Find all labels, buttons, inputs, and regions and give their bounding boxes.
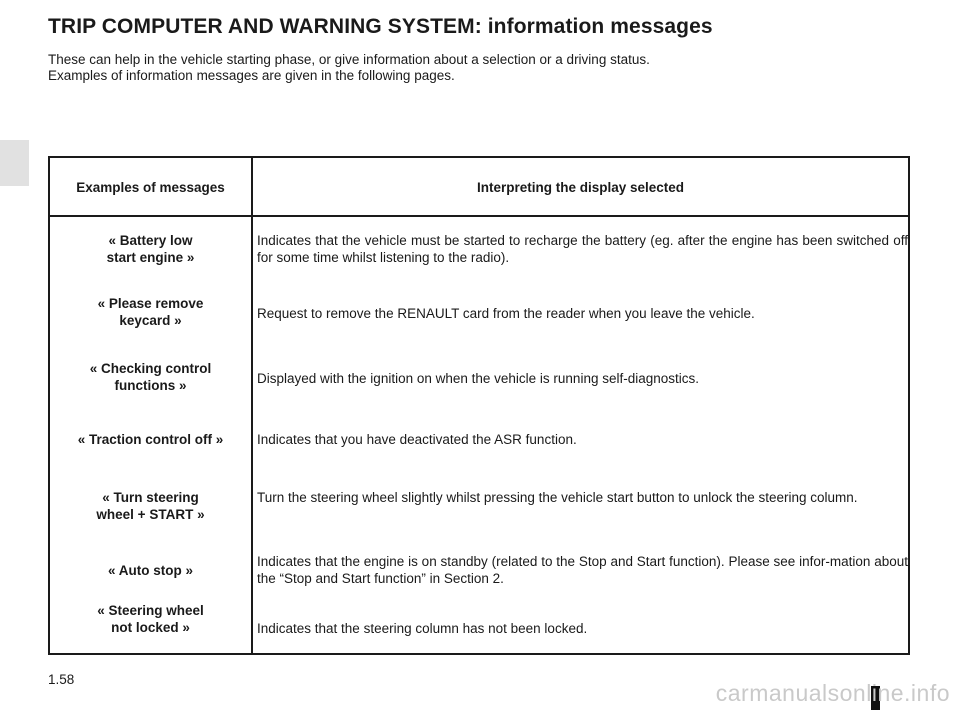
intro-line: Examples of information messages are given in the following pages. [48,68,455,83]
info-messages-table [48,156,910,655]
page-number: 1.58 [48,672,75,687]
intro-paragraph [48,52,650,84]
description-auto-stop: Indicates that the engine is on standby (related to the Stop and Start function). Please see infor-mation about the “Stop and Start function” in Section 2. [257,554,908,586]
column-divider [251,158,253,653]
message-line: « Please remove [97,296,204,311]
message-auto-stop [50,562,251,579]
description-traction-control-off: Indicates that you have deactivated the ASR function. [257,432,577,447]
message-traction-control-off [50,431,251,448]
header-interpreting-display: Interpreting the display selected [476,180,685,195]
message-battery-low [50,232,251,266]
description-steering-not-locked: Indicates that the steering column has not been locked. [257,621,588,636]
description-battery-low: Indicates that the vehicle must be started to recharge the battery (eg. after the engine has been switched off for some time whilst listening to the radio). [257,233,908,265]
message-line: functions » [114,378,187,393]
message-line: keycard » [119,313,182,328]
message-line: « Steering wheel [97,603,204,618]
message-line: « Traction control off » [77,432,224,447]
section-side-tab [0,140,29,186]
description-remove-keycard: Request to remove the RENAULT card from the reader when you leave the vehicle. [257,306,755,321]
message-remove-keycard [50,295,251,329]
description-checking-control: Displayed with the ignition on when the vehicle is running self-diagnostics. [257,371,699,386]
intro-line: These can help in the vehicle starting phase, or give information about a selection or a driving status. [48,52,650,67]
message-line: not locked » [111,620,190,635]
message-checking-control [50,360,251,394]
watermark: carmanualsonline.info [715,680,950,706]
message-line: wheel + START » [96,507,205,522]
message-line: « Auto stop » [107,563,193,578]
page-title: TRIP COMPUTER AND WARNING SYSTEM: information messages [48,15,713,38]
description-turn-steering: Turn the steering wheel slightly whilst pressing the vehicle start button to unlock the steering column. [257,490,858,505]
message-line: « Battery low [108,233,193,248]
header-divider [50,215,908,217]
message-line: start engine » [106,250,195,265]
message-line: « Checking control [89,361,212,376]
message-steering-not-locked [50,602,251,636]
message-line: « Turn steering [102,490,199,505]
header-examples-of-messages: Examples of messages [76,180,225,195]
message-turn-steering [50,489,251,523]
